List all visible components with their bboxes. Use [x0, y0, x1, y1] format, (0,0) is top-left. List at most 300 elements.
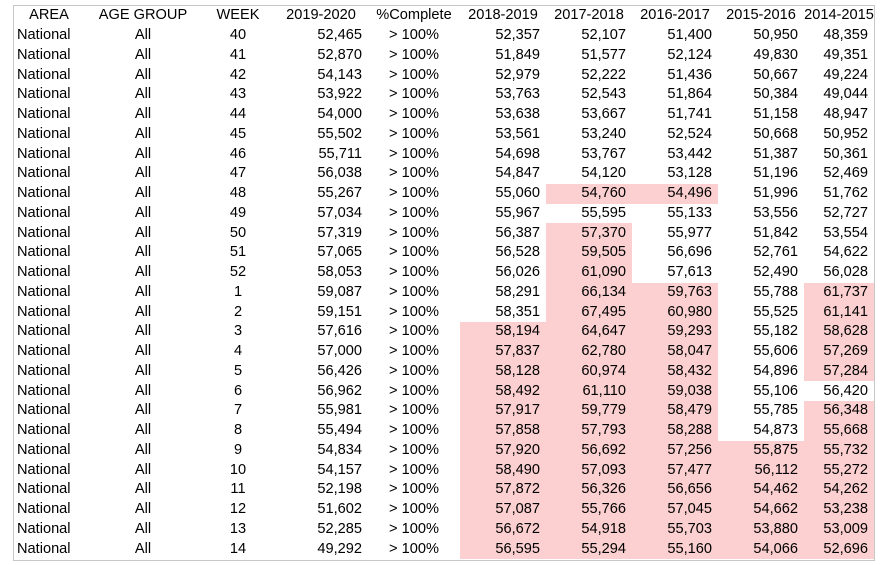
area-cell: National [17, 86, 71, 103]
value-2018-2019: 53,638 [495, 106, 540, 123]
age-group-cell: All [134, 362, 152, 379]
value-2017-2018: 64,647 [546, 322, 632, 342]
value-2017-2018: 61,090 [546, 263, 632, 283]
table-row [14, 342, 874, 362]
table-row [14, 421, 874, 441]
age-group-cell: All [134, 382, 152, 399]
value-2016-2017: 53,442 [667, 145, 712, 162]
age-group-cell: All [134, 323, 152, 340]
age-group-cell: All [134, 402, 152, 419]
value-2017-2018: 60,974 [546, 362, 632, 382]
value-2017-2018: 52,222 [581, 66, 626, 83]
value-2016-2017: 58,288 [632, 421, 718, 441]
value-2016-2017: 59,763 [632, 283, 718, 303]
value-2015-2016: 50,667 [753, 66, 798, 83]
value-2018-2019: 52,357 [495, 27, 540, 44]
value-2016-2017: 55,160 [632, 539, 718, 559]
age-group-cell: All [134, 461, 152, 478]
value-2019-2020: 51,602 [317, 501, 362, 518]
table-row [14, 65, 874, 85]
weekly-deaths-table [14, 6, 874, 559]
table-row [14, 184, 874, 204]
value-2015-2016: 52,490 [753, 264, 798, 281]
value-2017-2018: 54,918 [546, 520, 632, 540]
table-row [14, 204, 874, 224]
week-cell: 8 [233, 422, 243, 439]
value-2017-2018: 56,326 [546, 480, 632, 500]
value-2018-2019: 56,528 [495, 244, 540, 261]
area-cell: National [17, 382, 71, 399]
header-row [14, 6, 874, 26]
value-2015-2016: 51,842 [753, 224, 798, 241]
area-cell: National [17, 125, 71, 142]
value-2016-2017: 51,741 [667, 106, 712, 123]
value-2017-2018: 56,692 [546, 441, 632, 461]
value-2015-2016: 51,996 [753, 185, 798, 202]
percent-complete-cell: > 100% [389, 343, 439, 360]
value-2018-2019: 58,490 [460, 460, 546, 480]
value-2017-2018: 53,240 [581, 125, 626, 142]
value-2016-2017: 58,432 [632, 362, 718, 382]
area-cell: National [17, 46, 71, 63]
percent-complete-cell: > 100% [389, 382, 439, 399]
value-2019-2020: 55,502 [317, 125, 362, 142]
value-2019-2020: 55,494 [317, 422, 362, 439]
table-body [14, 26, 874, 559]
value-2016-2017: 55,977 [667, 224, 712, 241]
value-2014-2015: 54,622 [823, 244, 868, 261]
age-group-cell: All [134, 343, 152, 360]
value-2019-2020: 49,292 [317, 540, 362, 557]
week-cell: 10 [229, 461, 247, 478]
week-cell: 3 [233, 323, 243, 340]
value-2014-2015: 61,141 [804, 302, 874, 322]
area-cell: National [17, 185, 71, 202]
age-group-cell: All [134, 501, 152, 518]
header-2015-2016: 2015-2016 [726, 7, 796, 24]
table-row [14, 105, 874, 125]
value-2015-2016: 53,880 [718, 520, 804, 540]
area-cell: National [17, 303, 71, 320]
value-2019-2020: 56,426 [317, 362, 362, 379]
value-2016-2017: 56,656 [632, 480, 718, 500]
value-2014-2015: 61,737 [804, 283, 874, 303]
area-cell: National [17, 204, 71, 221]
value-2017-2018: 57,370 [546, 223, 632, 243]
percent-complete-cell: > 100% [389, 145, 439, 162]
value-2014-2015: 55,272 [804, 460, 874, 480]
area-cell: National [17, 106, 71, 123]
table-row [14, 283, 874, 303]
header-week: WEEK [216, 7, 260, 24]
percent-complete-cell: > 100% [389, 185, 439, 202]
area-cell: National [17, 540, 71, 557]
age-group-cell: All [134, 283, 152, 300]
week-cell: 48 [229, 185, 247, 202]
table-row [14, 539, 874, 559]
value-2015-2016: 50,384 [753, 86, 798, 103]
table-row [14, 144, 874, 164]
value-2014-2015: 48,359 [823, 27, 868, 44]
value-2015-2016: 54,896 [753, 362, 798, 379]
value-2014-2015: 52,727 [823, 204, 868, 221]
area-cell: National [17, 283, 71, 300]
header-2018-2019: 2018-2019 [468, 7, 538, 24]
table-row [14, 85, 874, 105]
value-2017-2018: 67,495 [546, 302, 632, 322]
header-age-group: AGE GROUP [98, 7, 188, 24]
value-2017-2018: 53,767 [581, 145, 626, 162]
value-2018-2019: 56,595 [460, 539, 546, 559]
value-2019-2020: 54,834 [317, 441, 362, 458]
week-cell: 45 [229, 125, 247, 142]
area-cell: National [17, 145, 71, 162]
percent-complete-cell: > 100% [389, 481, 439, 498]
value-2017-2018: 52,107 [581, 27, 626, 44]
value-2019-2020: 52,285 [317, 520, 362, 537]
area-cell: National [17, 362, 71, 379]
value-2018-2019: 52,979 [495, 66, 540, 83]
header-2019-2020: 2019-2020 [286, 7, 356, 24]
age-group-cell: All [134, 441, 152, 458]
percent-complete-cell: > 100% [389, 461, 439, 478]
value-2015-2016: 55,106 [753, 382, 798, 399]
percent-complete-cell: > 100% [389, 540, 439, 557]
area-cell: National [17, 461, 71, 478]
value-2019-2020: 55,711 [318, 145, 362, 162]
percent-complete-cell: > 100% [389, 86, 439, 103]
week-cell: 40 [229, 27, 247, 44]
value-2014-2015: 53,554 [823, 224, 868, 241]
table-row [14, 520, 874, 540]
value-2014-2015: 52,696 [804, 539, 874, 559]
value-2015-2016: 54,873 [753, 422, 798, 439]
area-cell: National [17, 264, 71, 281]
value-2019-2020: 55,267 [317, 185, 362, 202]
percent-complete-cell: > 100% [389, 66, 439, 83]
value-2015-2016: 55,606 [753, 343, 798, 360]
value-2015-2016: 54,662 [718, 500, 804, 520]
value-2019-2020: 57,616 [317, 323, 362, 340]
age-group-cell: All [134, 165, 152, 182]
value-2014-2015: 56,348 [804, 401, 874, 421]
percent-complete-cell: > 100% [389, 27, 439, 44]
week-cell: 2 [233, 303, 243, 320]
value-2018-2019: 57,837 [460, 342, 546, 362]
area-cell: National [17, 441, 71, 458]
value-2014-2015: 55,732 [804, 441, 874, 461]
table-row [14, 125, 874, 145]
percent-complete-cell: > 100% [389, 520, 439, 537]
value-2014-2015: 56,028 [823, 264, 868, 281]
value-2018-2019: 57,920 [460, 441, 546, 461]
value-2015-2016: 55,785 [753, 402, 798, 419]
percent-complete-cell: > 100% [389, 244, 439, 261]
value-2016-2017: 51,864 [667, 86, 712, 103]
value-2015-2016: 55,525 [753, 303, 798, 320]
age-group-cell: All [134, 66, 152, 83]
week-cell: 1 [233, 283, 243, 300]
value-2018-2019: 58,291 [495, 283, 540, 300]
value-2016-2017: 55,703 [632, 520, 718, 540]
age-group-cell: All [134, 145, 152, 162]
area-cell: National [17, 66, 71, 83]
value-2019-2020: 52,198 [317, 481, 362, 498]
percent-complete-cell: > 100% [389, 303, 439, 320]
week-cell: 50 [229, 224, 247, 241]
value-2018-2019: 54,847 [495, 165, 540, 182]
header-2014-2015: 2014-2015 [804, 7, 874, 24]
area-cell: National [17, 323, 71, 340]
value-2016-2017: 56,696 [667, 244, 712, 261]
value-2014-2015: 49,351 [823, 46, 868, 63]
value-2019-2020: 53,922 [317, 86, 362, 103]
percent-complete-cell: > 100% [389, 204, 439, 221]
value-2018-2019: 57,858 [460, 421, 546, 441]
value-2018-2019: 51,849 [495, 46, 540, 63]
value-2019-2020: 56,962 [317, 382, 362, 399]
value-2017-2018: 59,505 [546, 243, 632, 263]
value-2014-2015: 58,628 [804, 322, 874, 342]
value-2018-2019: 56,672 [460, 520, 546, 540]
value-2016-2017: 55,133 [667, 204, 712, 221]
table-row [14, 500, 874, 520]
age-group-cell: All [134, 481, 152, 498]
week-cell: 46 [229, 145, 247, 162]
percent-complete-cell: > 100% [389, 224, 439, 241]
value-2014-2015: 52,469 [823, 165, 868, 182]
value-2016-2017: 57,256 [632, 441, 718, 461]
percent-complete-cell: > 100% [389, 422, 439, 439]
value-2015-2016: 51,158 [753, 106, 798, 123]
value-2014-2015: 57,269 [804, 342, 874, 362]
value-2015-2016: 55,182 [753, 323, 798, 340]
table-row [14, 302, 874, 322]
value-2019-2020: 56,038 [317, 165, 362, 182]
value-2016-2017: 57,477 [632, 460, 718, 480]
value-2018-2019: 57,917 [460, 401, 546, 421]
value-2015-2016: 55,788 [753, 283, 798, 300]
value-2017-2018: 55,595 [581, 204, 626, 221]
value-2018-2019: 55,967 [495, 204, 540, 221]
value-2019-2020: 58,053 [317, 264, 362, 281]
value-2018-2019: 58,351 [495, 303, 540, 320]
value-2017-2018: 61,110 [546, 381, 632, 401]
value-2016-2017: 52,524 [667, 125, 712, 142]
week-cell: 11 [230, 481, 246, 498]
value-2018-2019: 57,087 [460, 500, 546, 520]
value-2015-2016: 53,556 [753, 204, 798, 221]
age-group-cell: All [134, 46, 152, 63]
table-row [14, 223, 874, 243]
value-2019-2020: 54,143 [317, 66, 362, 83]
week-cell: 49 [229, 204, 247, 221]
area-cell: National [17, 501, 71, 518]
value-2019-2020: 52,870 [317, 46, 362, 63]
value-2016-2017: 59,293 [632, 322, 718, 342]
age-group-cell: All [134, 264, 152, 281]
header-percent-complete: %Complete [376, 7, 452, 24]
value-2014-2015: 48,947 [823, 106, 868, 123]
percent-complete-cell: > 100% [389, 125, 439, 142]
value-2014-2015: 53,238 [804, 500, 874, 520]
table-row [14, 26, 874, 46]
table-row [14, 46, 874, 66]
age-group-cell: All [134, 303, 152, 320]
value-2014-2015: 53,009 [804, 520, 874, 540]
value-2015-2016: 55,875 [718, 441, 804, 461]
area-cell: National [17, 520, 71, 537]
header-2017-2018: 2017-2018 [554, 7, 624, 24]
area-cell: National [17, 244, 71, 261]
percent-complete-cell: > 100% [389, 283, 439, 300]
value-2018-2019: 56,387 [495, 224, 540, 241]
week-cell: 14 [229, 540, 247, 557]
value-2018-2019: 58,194 [460, 322, 546, 342]
week-cell: 6 [233, 382, 243, 399]
value-2014-2015: 54,262 [804, 480, 874, 500]
week-cell: 42 [229, 66, 247, 83]
percent-complete-cell: > 100% [389, 501, 439, 518]
week-cell: 52 [229, 264, 247, 281]
value-2017-2018: 62,780 [546, 342, 632, 362]
week-cell: 4 [233, 343, 243, 360]
value-2018-2019: 58,128 [460, 362, 546, 382]
week-cell: 12 [229, 501, 247, 518]
value-2018-2019: 54,698 [495, 145, 540, 162]
value-2015-2016: 54,066 [718, 539, 804, 559]
percent-complete-cell: > 100% [389, 46, 439, 63]
value-2019-2020: 57,319 [317, 224, 362, 241]
age-group-cell: All [134, 244, 152, 261]
value-2017-2018: 55,294 [546, 539, 632, 559]
value-2017-2018: 57,793 [546, 421, 632, 441]
week-cell: 51 [229, 244, 247, 261]
value-2016-2017: 58,047 [632, 342, 718, 362]
value-2015-2016: 52,761 [753, 244, 798, 261]
age-group-cell: All [134, 27, 152, 44]
value-2015-2016: 56,112 [718, 460, 804, 480]
value-2014-2015: 49,224 [823, 66, 868, 83]
table-row [14, 460, 874, 480]
value-2018-2019: 53,561 [495, 125, 540, 142]
value-2019-2020: 57,000 [317, 343, 362, 360]
area-cell: National [17, 422, 71, 439]
value-2017-2018: 66,134 [546, 283, 632, 303]
week-cell: 5 [233, 362, 243, 379]
week-cell: 13 [229, 520, 247, 537]
value-2015-2016: 51,196 [753, 165, 798, 182]
table-row [14, 243, 874, 263]
week-cell: 7 [233, 402, 243, 419]
mortality-table-container [13, 5, 875, 561]
header-area: AREA [29, 7, 69, 24]
age-group-cell: All [134, 185, 152, 202]
value-2016-2017: 58,479 [632, 401, 718, 421]
week-cell: 41 [229, 46, 247, 63]
table-row [14, 381, 874, 401]
percent-complete-cell: > 100% [389, 362, 439, 379]
header-2016-2017: 2016-2017 [640, 7, 710, 24]
value-2016-2017: 54,496 [632, 184, 718, 204]
age-group-cell: All [134, 540, 152, 557]
area-cell: National [17, 224, 71, 241]
week-cell: 47 [229, 165, 247, 182]
value-2019-2020: 54,157 [317, 461, 362, 478]
value-2018-2019: 56,026 [495, 264, 540, 281]
value-2016-2017: 51,400 [667, 27, 712, 44]
value-2017-2018: 54,760 [546, 184, 632, 204]
value-2016-2017: 57,045 [632, 500, 718, 520]
value-2019-2020: 57,034 [317, 204, 362, 221]
age-group-cell: All [134, 204, 152, 221]
percent-complete-cell: > 100% [389, 441, 439, 458]
value-2017-2018: 54,120 [581, 165, 626, 182]
value-2014-2015: 49,044 [823, 86, 868, 103]
table-row [14, 401, 874, 421]
value-2017-2018: 59,779 [546, 401, 632, 421]
value-2018-2019: 58,492 [460, 381, 546, 401]
value-2017-2018: 51,577 [581, 46, 626, 63]
percent-complete-cell: > 100% [389, 264, 439, 281]
percent-complete-cell: > 100% [389, 106, 439, 123]
table-row [14, 164, 874, 184]
value-2019-2020: 54,000 [317, 106, 362, 123]
week-cell: 9 [233, 441, 243, 458]
value-2019-2020: 59,087 [317, 283, 362, 300]
value-2019-2020: 55,981 [317, 402, 362, 419]
value-2019-2020: 57,065 [317, 244, 362, 261]
area-cell: National [17, 165, 71, 182]
value-2018-2019: 57,872 [460, 480, 546, 500]
value-2015-2016: 49,830 [753, 46, 798, 63]
week-cell: 43 [229, 86, 247, 103]
age-group-cell: All [134, 224, 152, 241]
value-2014-2015: 57,284 [804, 362, 874, 382]
value-2015-2016: 51,387 [753, 145, 798, 162]
value-2016-2017: 51,436 [667, 66, 712, 83]
value-2014-2015: 55,668 [804, 421, 874, 441]
area-cell: National [17, 27, 71, 44]
percent-complete-cell: > 100% [389, 323, 439, 340]
percent-complete-cell: > 100% [389, 165, 439, 182]
value-2014-2015: 51,762 [823, 185, 868, 202]
table-row [14, 263, 874, 283]
week-cell: 44 [229, 106, 247, 123]
value-2014-2015: 50,952 [823, 125, 868, 142]
value-2015-2016: 54,462 [718, 480, 804, 500]
value-2017-2018: 52,543 [581, 86, 626, 103]
value-2015-2016: 50,950 [753, 27, 798, 44]
value-2014-2015: 50,361 [823, 145, 868, 162]
value-2018-2019: 55,060 [495, 185, 540, 202]
value-2017-2018: 53,667 [581, 106, 626, 123]
value-2019-2020: 52,465 [317, 27, 362, 44]
value-2018-2019: 53,763 [495, 86, 540, 103]
area-cell: National [17, 343, 71, 360]
age-group-cell: All [134, 520, 152, 537]
table-row [14, 322, 874, 342]
age-group-cell: All [134, 422, 152, 439]
area-cell: National [17, 402, 71, 419]
table-row [14, 362, 874, 382]
value-2017-2018: 57,093 [546, 460, 632, 480]
value-2014-2015: 56,420 [823, 382, 868, 399]
table-row [14, 441, 874, 461]
age-group-cell: All [134, 106, 152, 123]
value-2016-2017: 59,038 [632, 381, 718, 401]
value-2016-2017: 52,124 [667, 46, 712, 63]
